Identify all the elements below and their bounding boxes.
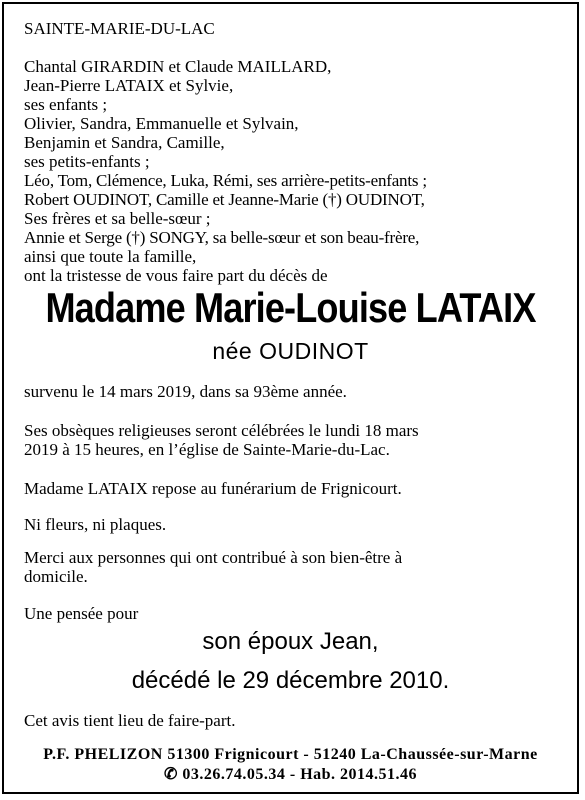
thanks-line: domicile. <box>24 567 88 586</box>
family-line: ses enfants ; <box>24 95 108 114</box>
family-line: Ses frères et sa belle-sœur ; <box>24 209 211 228</box>
tribute-line: décédé le 29 décembre 2010. <box>131 667 450 694</box>
family-line: ont la tristesse de vous faire part du décès de <box>24 266 328 285</box>
contact-line: ✆ 03.26.74.05.34 - Hab. 2014.51.46 <box>163 766 418 783</box>
town-heading: SAINTE-MARIE-DU-LAC <box>24 19 215 38</box>
death-info: survenu le 14 mars 2019, dans sa 93ème année. <box>24 382 347 401</box>
family-line: ainsi que toute la famille, <box>24 247 197 266</box>
family-line: Léo, Tom, Clémence, Luka, Rémi, ses arrière-petits-enfants ; <box>24 171 427 190</box>
tribute-line: son époux Jean, <box>202 628 379 655</box>
family-line: Benjamin et Sandra, Camille, <box>24 133 225 152</box>
thanks-line: Merci aux personnes qui ont contribué à son bien-être à <box>24 548 403 567</box>
funeral-home-line: P.F. PHELIZON 51300 Frignicourt - 51240 La-Chaussée-sur-Marne <box>43 746 538 763</box>
family-line: Annie et Serge (†) SONGY, sa belle-sœur et son beau-frère, <box>24 228 420 247</box>
closing-note: Cet avis tient lieu de faire-part. <box>24 711 236 730</box>
family-line: Robert OUDINOT, Camille et Jeanne-Marie (†) OUDINOT, <box>24 190 425 209</box>
deceased-name: Madame Marie-Louise LATAIX <box>45 284 536 331</box>
thought-intro: Une pensée pour <box>24 604 139 623</box>
maiden-name: née OUDINOT <box>212 338 369 364</box>
rest-place: Madame LATAIX repose au funérarium de Frignicourt. <box>24 479 402 498</box>
family-line: Jean-Pierre LATAIX et Sylvie, <box>24 76 234 95</box>
family-line: ses petits-enfants ; <box>24 152 150 171</box>
funeral-line: Ses obsèques religieuses seront célébrées le lundi 18 mars <box>24 421 419 440</box>
funeral-line: 2019 à 15 heures, en l’église de Sainte-Marie-du-Lac. <box>24 440 390 459</box>
family-line: Chantal GIRARDIN et Claude MAILLARD, <box>24 57 332 76</box>
no-flowers: Ni fleurs, ni plaques. <box>24 515 167 534</box>
family-line: Olivier, Sandra, Emmanuelle et Sylvain, <box>24 114 299 133</box>
